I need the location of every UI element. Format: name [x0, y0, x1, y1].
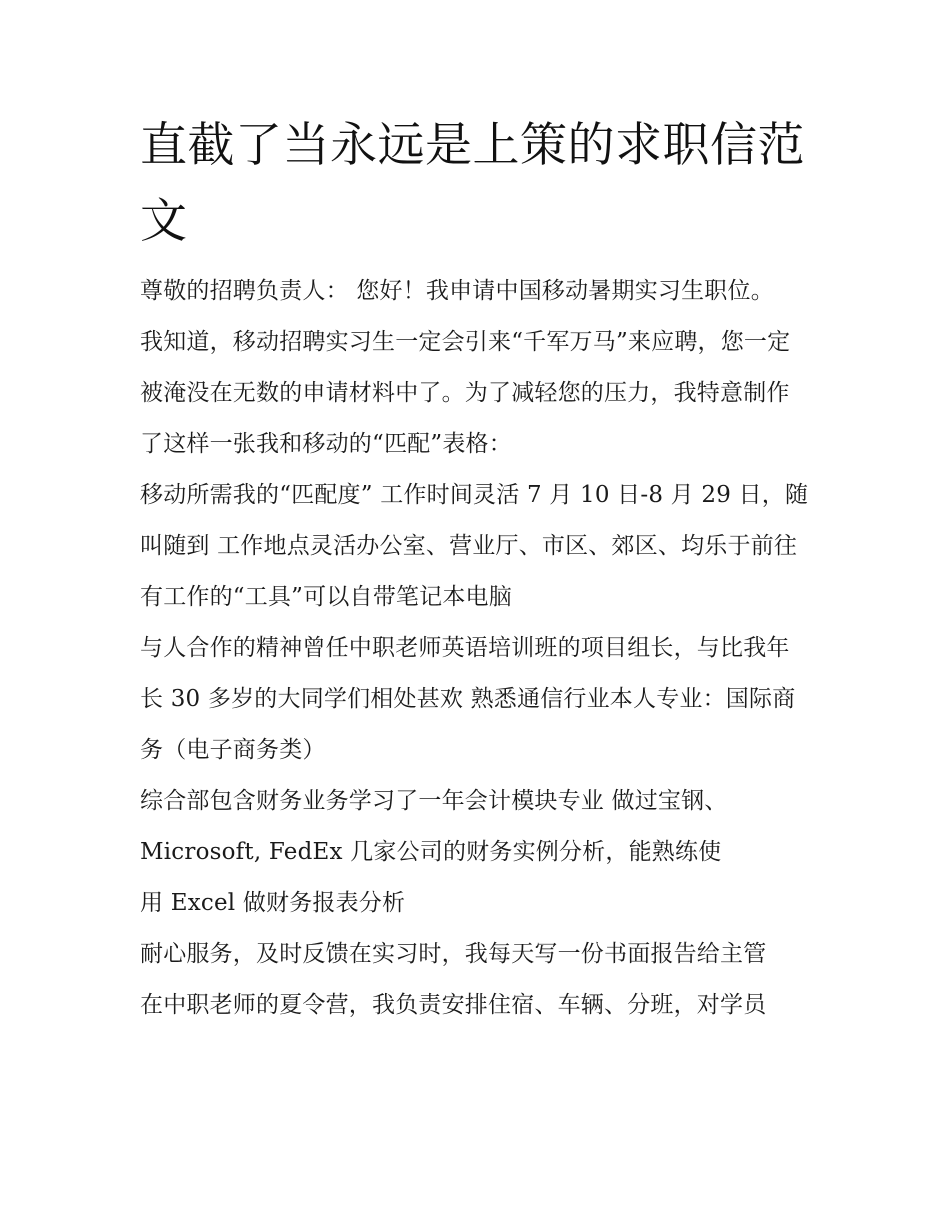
paragraph-summer-camp: 在中职老师的夏令营，我负责安排住宿、车辆、分班，对学员 [140, 992, 767, 1018]
paragraph-match-teamwork: 与人合作的精神曾任中职老师英语培训班的项目组长，与比我年长 30 多岁的大同学们相处甚欢 熟悉通信行业本人专业：国际商务（电子商务类） [140, 635, 796, 763]
paragraph-match-service: 耐心服务，及时反馈在实习时，我每天写一份书面报告给主管 [140, 941, 767, 967]
paragraph-intro: 我知道，移动招聘实习生一定会引来“千军万马”来应聘，您一定被淹没在无数的申请材料中了。为了减轻您的压力，我特意制作了这样一张我和移动的“匹配”表格： [140, 329, 791, 457]
document-title: 直截了当永远是上策的求职信范文 [140, 118, 805, 249]
paragraph-greeting: 尊敬的招聘负责人： 您好！我申请中国移动暑期实习生职位。 [140, 278, 774, 304]
paragraph-match-availability: 移动所需我的“匹配度” 工作时间灵活 7 月 10 日-8 月 29 日，随叫随到 工作地点灵活办公室、营业厅、市区、郊区、均乐于前往 有工作的“工具”可以自带笔记本电脑 [140, 482, 809, 610]
document-body [140, 108, 820, 1031]
paragraph-match-finance: 综合部包含财务业务学习了一年会计模块专业 做过宝钢、Microsoft, FedEx 几家公司的财务实例分析，能熟练使用 Excel 做财务报表分析 [140, 788, 728, 916]
